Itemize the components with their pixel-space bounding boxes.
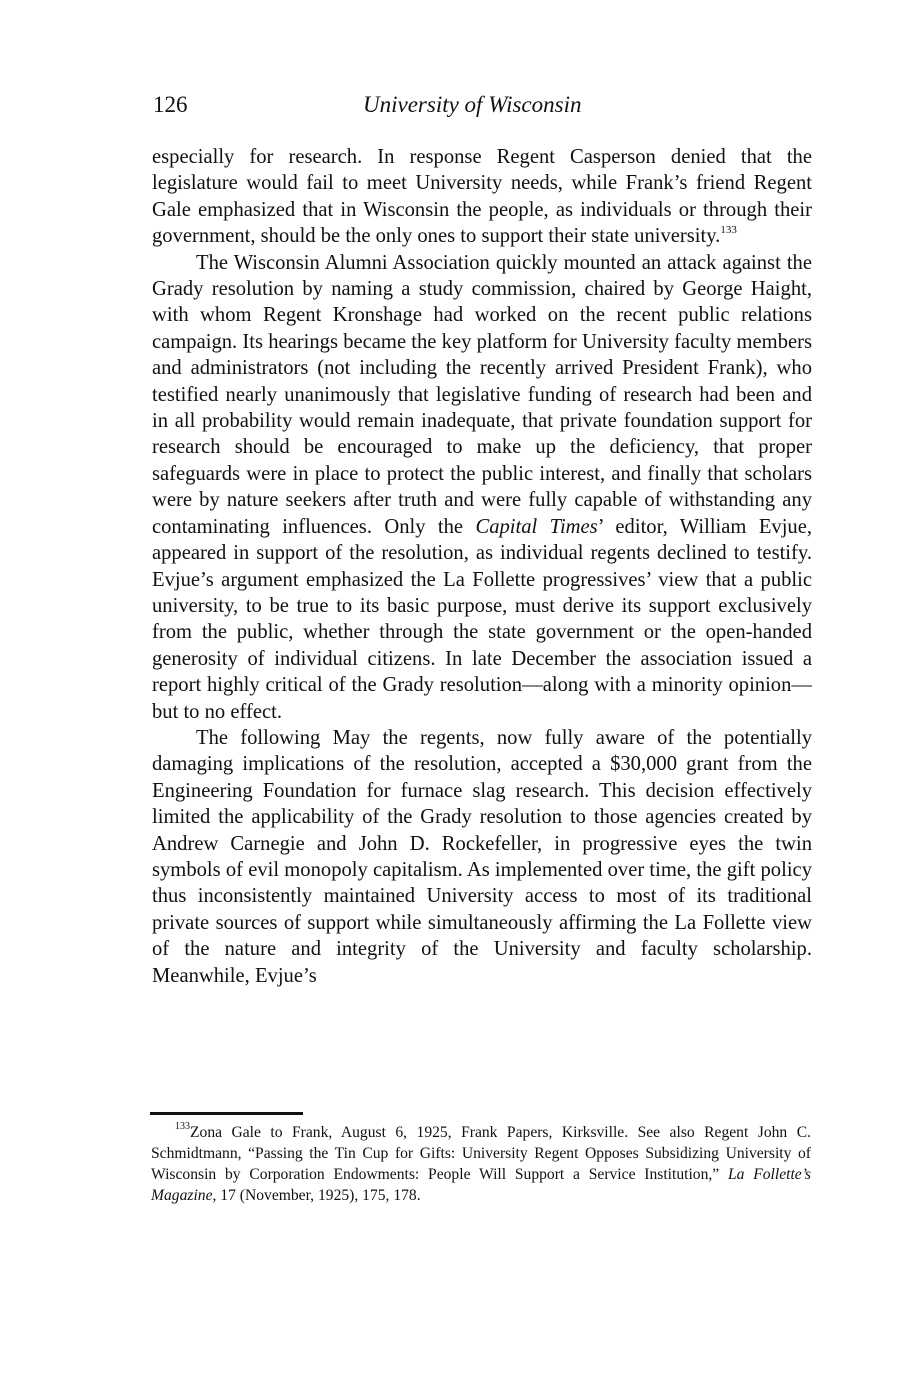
- paragraph-3: [152, 725, 812, 989]
- footnote-rule: [150, 1112, 303, 1115]
- paragraph-2-text-a: The Wisconsin Alumni Association quickly mounted an attack against the Grady resolution by naming a study commission, chaired by George Haight, with whom Regent Kronshage had worked on the recent public relations campaign. Its hearings became the key platform for University faculty members and administrators (not including the recently arrived President Frank), who testified nearly unanimously that legislative funding of research had been and in all probability would remain inadequate, that private foundation support for research should be encouraged to make up the deficiency, that proper safeguards were in place to protect the public interest, and finally that scholars were by nature seekers after truth and were fully capable of withstanding any contaminating influences. Only the: [152, 251, 812, 538]
- footnote-reference: 133: [720, 224, 737, 237]
- footnote-italic-title: La Follette’s Magazine: [151, 1166, 811, 1204]
- body-text: [152, 144, 812, 989]
- paragraph-2: [152, 250, 812, 725]
- footnote-text-b: , 17 (November, 1925), 175, 178.: [212, 1187, 421, 1204]
- paragraph-2-text-b: ’ editor, William Evjue, appeared in support of the resolution, as individual regents declined to testify. Evjue’s argument emphasized the La Follette progressives’ view that a public university, to be true to its basic purpose, must derive its support exclusively from the public, whether through the state government or the open-handed generosity of individual citizens. In late December the association issued a report highly critical of the Grady resolution—along with a minority opinion—but to no effect.: [152, 515, 812, 723]
- page-header: [153, 90, 813, 120]
- paragraph-2-italic-title: Capital Times: [475, 515, 598, 538]
- footnote-133: [151, 1122, 811, 1206]
- page-number: 126: [153, 92, 188, 117]
- running-head: University of Wisconsin: [363, 92, 582, 117]
- paragraph-1: [152, 144, 812, 250]
- paragraph-1-text: especially for research. In response Regent Casperson denied that the legislature would fail to meet University needs, while Frank’s friend Regent Gale emphasized that in Wisconsin the people, as individuals or through their government, should be the only ones to support their state university.: [152, 146, 812, 248]
- footnote: [151, 1122, 811, 1206]
- paragraph-3-text: The following May the regents, now fully aware of the potentially damaging implications of the resolution, accepted a $30,000 grant from the Engineering Foundation for furnace slag research. This decision effectively limited the applicability of the Grady resolution to those agencies created by Andrew Carnegie and John D. Rockefeller, in progressive eyes the twin symbols of evil monopoly capitalism. As implemented over time, the gift policy thus inconsistently maintained University access to most of its traditional private sources of support while simultaneously affirming the La Follette view of the nature and integrity of the University and faculty scholarship. Meanwhile, Evjue’s: [152, 726, 812, 987]
- footnote-number: 133: [175, 1121, 190, 1132]
- footnote-text-a: Zona Gale to Frank, August 6, 1925, Frank Papers, Kirksville. See also Regent John C. Schmidtmann, “Passing the Tin Cup for Gifts: University Regent Opposes Subsidizing University of Wisconsin by Corporation Endowments: People Will Support a Service Institution,”: [151, 1124, 811, 1183]
